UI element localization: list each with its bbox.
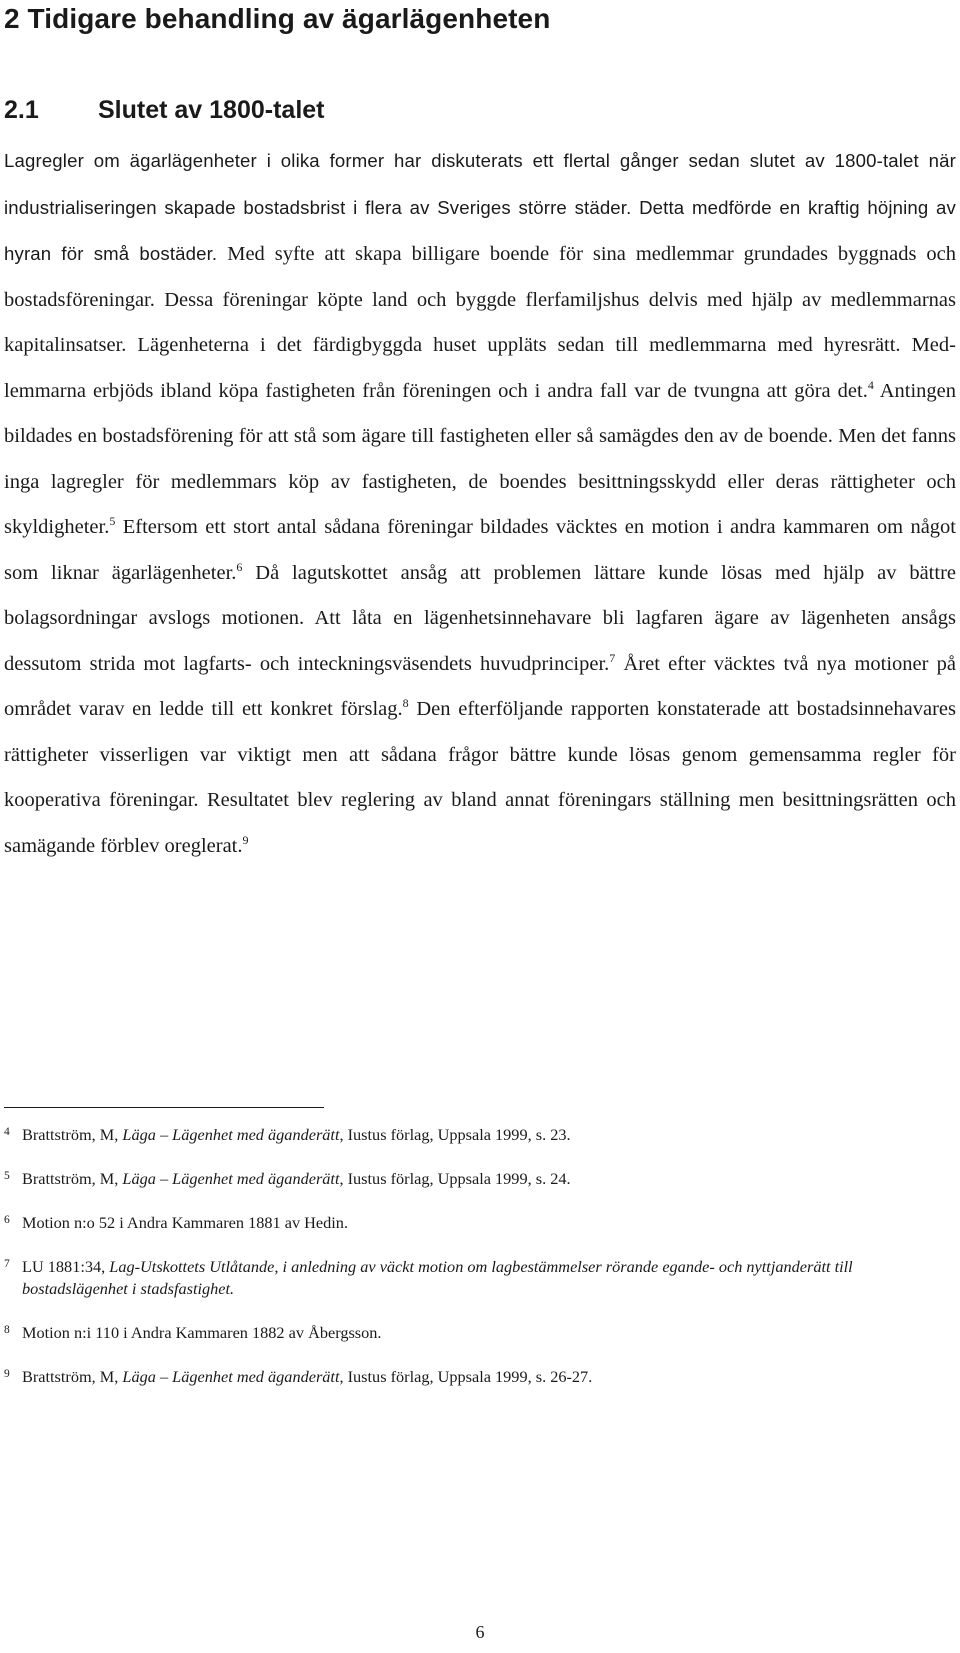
footnote-separator <box>4 1107 324 1108</box>
body-text-p1: Med syfte att skapa billigare boende för sina medlemmar grundades byggnads och bostadsföreningar. Dessa föreningar köpte land och byggde flerfamiljshus delvis med hjälp av medlemmarnas kapitalinsatser. Lägenheterna i det färdigbyggda huset uppläts sedan till medlemmarna med hyresrätt. Medlemmarna erbjöds ibland köpa fastigheten från föreningen och i andra fall var de tvungna att göra det. <box>4 243 956 402</box>
footnote-gap <box>4 1190 956 1212</box>
footnote-gap <box>4 1300 956 1322</box>
footnote-gap <box>4 1146 956 1168</box>
footnote-text: , Iustus förlag, Uppsala 1999, s. 24. <box>339 1169 571 1188</box>
footnote-ref-7[interactable]: 7 <box>609 650 616 665</box>
footnote-9 <box>4 1366 956 1388</box>
footnote-number: 4 <box>4 1126 10 1138</box>
section-heading <box>4 92 325 128</box>
footnote-text: Brattström, M, <box>22 1125 123 1144</box>
footnote-text: , Iustus förlag, Uppsala 1999, s. 23. <box>339 1125 571 1144</box>
footnote-number: 9 <box>4 1368 10 1380</box>
footnote-text: LU 1881:34, <box>22 1257 110 1276</box>
footnote-text: Motion n:i 110 i Andra Kammaren 1882 av Åbergsson. <box>22 1323 382 1342</box>
footnote-8 <box>4 1322 956 1344</box>
section-number: 2.1 <box>4 96 39 124</box>
footnote-number: 8 <box>4 1324 10 1336</box>
footnote-number: 5 <box>4 1170 10 1182</box>
footnote-number: 6 <box>4 1214 10 1226</box>
body-text-p4: Då lagutskottet ansåg att problemen lättare kunde lösas med hjälp av bättre bolagsordningar avslogs motionen. Att låta en lägenhetsinnehavare bli lagfaren ägare av lägenheten ansågs dessutom strida mot lagfarts- och inteckningsväsendets huvudprinciper. <box>4 561 956 675</box>
footnote-ref-5[interactable]: 5 <box>109 514 116 528</box>
page-number: 6 <box>475 1622 485 1642</box>
body-text-p5: Året efter väcktes två nya motioner på området varav en ledde till ett konkret förslag. <box>4 652 956 720</box>
footnote-title: Läga – Lägenhet med äganderätt <box>122 1169 340 1188</box>
footnote-text: Motion n:o 52 i Andra Kammaren 1881 av Hedin. <box>22 1213 349 1232</box>
body-text-p3: Eftersom ett stort antal sådana föreningar bildades väcktes en motion i andra kammaren om något som liknar ägarlägenheter. <box>4 516 956 584</box>
footnote-ref-4[interactable]: 4 <box>867 377 874 392</box>
footnotes <box>4 1124 956 1388</box>
footnote-title: Läga – Lägenhet med äganderätt <box>122 1125 340 1144</box>
footnote-title: Lag-Utskottets Utlåtande, i anledning av väckt motion om lagbestämmelser rörande egande- och nyttjanderätt till bostadslägenhet i stadsfastighet. <box>22 1257 853 1298</box>
section-title: Slutet av 1800-talet <box>98 96 325 124</box>
chapter-title: 2 Tidigare behandling av ägarlägenheten <box>4 3 551 34</box>
footnote-4 <box>4 1124 956 1146</box>
footnote-title: Läga – Lägenhet med äganderätt <box>122 1367 340 1386</box>
footnote-gap <box>4 1234 956 1256</box>
footnote-ref-9[interactable]: 9 <box>242 832 249 847</box>
body-paragraph <box>4 138 956 869</box>
footnote-text: , Iustus förlag, Uppsala 1999, s. 26-27. <box>339 1367 593 1386</box>
footnote-text: Brattström, M, <box>22 1367 123 1386</box>
body-intro-text: Lagregler om ägarlägenheter i olika former har diskuterats ett flertal gånger sedan slutet av 1800-talet när industrialiseringen skapade bostadsbrist i flera av Sveriges större städer. Detta medförde en kraftig höjning av hyran för små bostäder. <box>4 150 956 264</box>
body-text-p2: Antingen bildades en bostadsförening för att stå som ägare till fastigheten eller så samägdes den av de boende. Men det fanns inga lagregler för medlemmars köp av fastigheten, de boendes besittningsskydd eller deras rättigheter och skyldigheter. <box>4 379 956 538</box>
footnote-6 <box>4 1212 956 1234</box>
footnote-ref-6[interactable]: 6 <box>236 559 243 574</box>
footnote-gap <box>4 1344 956 1366</box>
footnote-text: Brattström, M, <box>22 1169 123 1188</box>
footnote-number: 7 <box>4 1258 10 1270</box>
footnote-ref-8[interactable]: 8 <box>402 696 409 710</box>
footnote-7 <box>4 1256 956 1300</box>
body-text-p6: Den efterföljande rapporten konstaterade att bostadsinnehavares rättigheter visserligen var viktigt men att sådana frågor bättre kunde lösas genom gemensamma regler för kooperativa föreningar. Resultatet blev reglering av bland annat föreningars ställning men besittningsrätten och samägande förblev oreglerat. <box>4 698 956 857</box>
footnote-5 <box>4 1168 956 1190</box>
